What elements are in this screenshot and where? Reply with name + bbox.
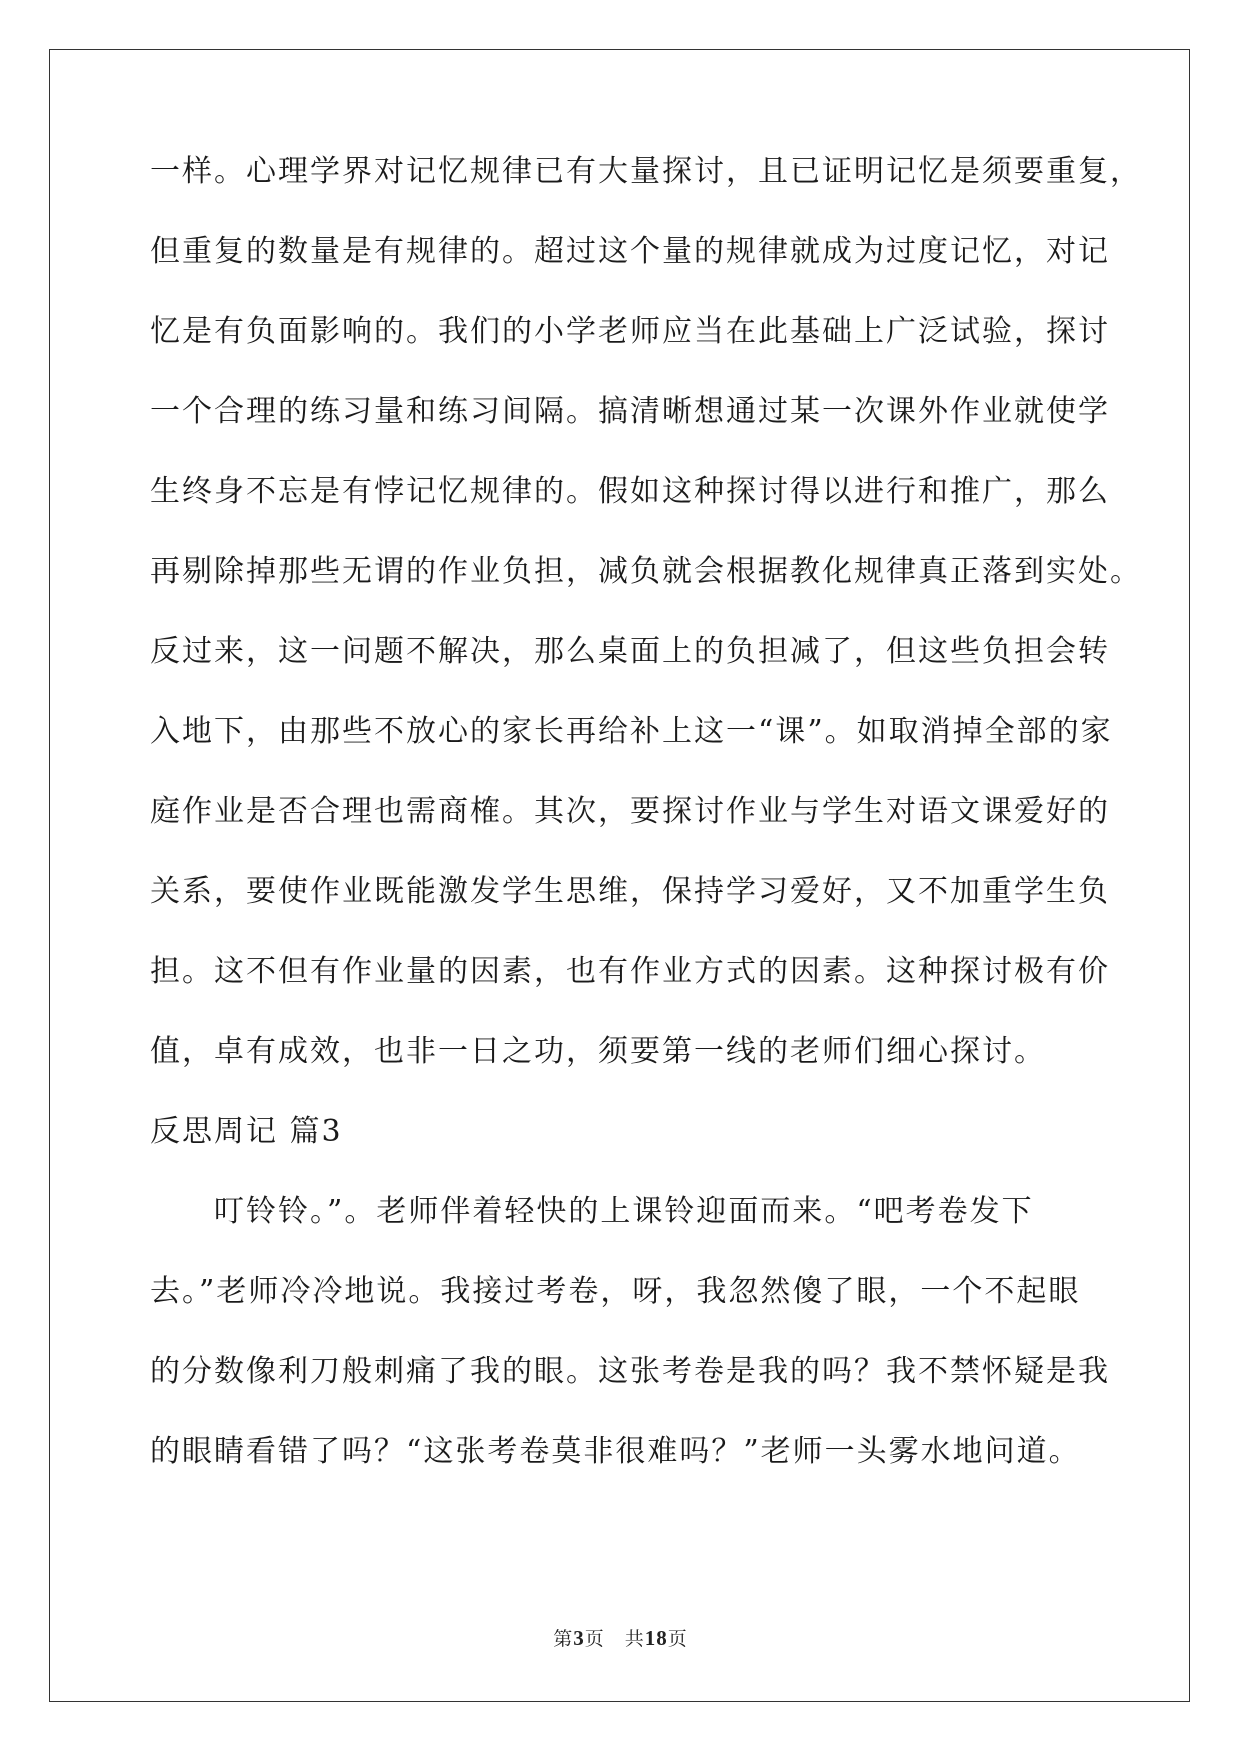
- text-line: 一个合理的练习量和练习间隔。搞清晰想通过某一次课外作业就使学: [150, 394, 1110, 429]
- document-body: [150, 150, 1142, 1510]
- text-line: 生终身不忘是有悖记忆规律的。假如这种探讨得以进行和推广，那么: [150, 474, 1110, 509]
- total-suffix: 页: [667, 1628, 688, 1650]
- text-line: 的眼睛看错了吗？“这张考卷莫非很难吗？”老师一头雾水地问道。: [150, 1434, 1081, 1469]
- total-pages: 18: [644, 1626, 668, 1650]
- total-prefix: 共: [624, 1628, 645, 1650]
- text-line: 反过来，这一问题不解决，那么桌面上的负担减了，但这些负担会转: [150, 634, 1110, 669]
- text-line: 但重复的数量是有规律的。超过这个量的规律就成为过度记忆，对记: [150, 234, 1110, 269]
- text-line: 庭作业是否合理也需商榷。其次，要探讨作业与学生对语文课爱好的: [150, 794, 1110, 829]
- text-line: 值，卓有成效，也非一日之功，须要第一线的老师们细心探讨。: [150, 1034, 1046, 1069]
- page-suffix: 页: [584, 1628, 605, 1650]
- text-line: 再剔除掉那些无谓的作业负担，减负就会根据教化规律真正落到实处。: [150, 554, 1142, 589]
- page-prefix: 第: [553, 1628, 574, 1650]
- text-line: 入地下，由那些不放心的家长再给补上这一“课”。如取消掉全部的家: [150, 714, 1113, 749]
- page-footer: [0, 1624, 1241, 1651]
- section-heading: 反思周记 篇3: [150, 1114, 343, 1149]
- text-line: 忆是有负面影响的。我们的小学老师应当在此基础上广泛试验，探讨: [150, 314, 1110, 349]
- text-line: 叮铃铃。”。老师伴着轻快的上课铃迎面而来。“吧考卷发下: [214, 1194, 1034, 1229]
- text-line: 的分数像利刀般刺痛了我的眼。这张考卷是我的吗？我不禁怀疑是我: [150, 1354, 1110, 1389]
- text-line: 担。这不但有作业量的因素，也有作业方式的因素。这种探讨极有价: [150, 954, 1110, 989]
- text-line: 一样。心理学界对记忆规律已有大量探讨，且已证明记忆是须要重复，: [150, 154, 1142, 189]
- text-line: 关系，要使作业既能激发学生思维，保持学习爱好，又不加重学生负: [150, 874, 1110, 909]
- text-line: 去。”老师冷冷地说。我接过考卷，呀，我忽然傻了眼，一个不起眼: [150, 1274, 1081, 1309]
- page-number: 3: [573, 1626, 585, 1650]
